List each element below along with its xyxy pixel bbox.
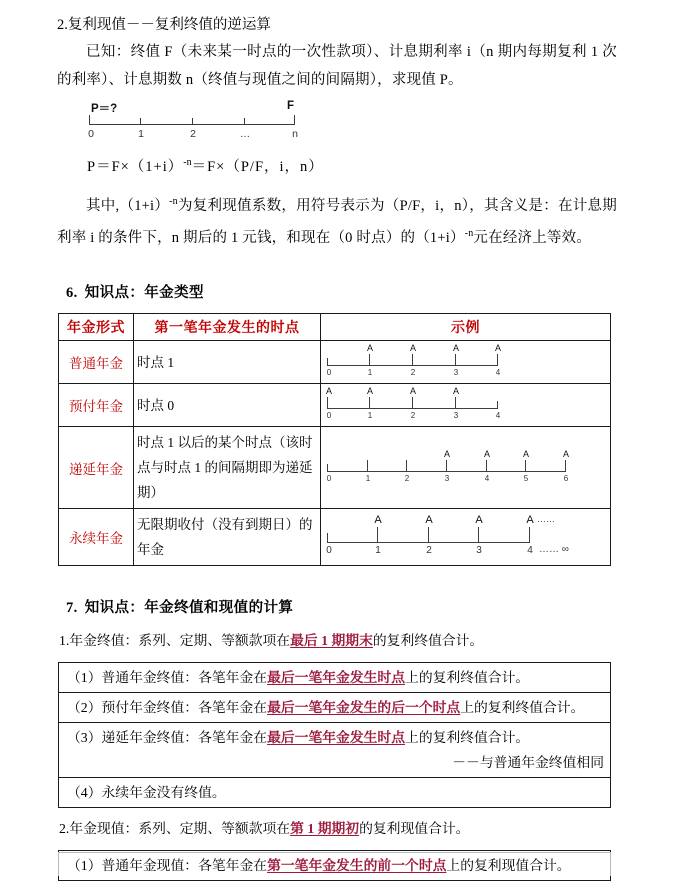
section-7-title: [57, 596, 617, 620]
annuity-due-timeline: [327, 384, 557, 426]
formula-exponent: -n: [183, 157, 192, 168]
timeline-left-label: P＝?: [91, 103, 118, 115]
payment-marker-2: A: [425, 514, 433, 527]
fv-item-4-pre: （4）永续年金没有终值。: [67, 785, 226, 801]
table-header-row: [59, 314, 611, 341]
payment-marker-2: A: [409, 343, 417, 354]
fv-item-1-highlight: 最后一笔年金发生时点: [267, 670, 406, 686]
fv-lead-highlight: 最后 1 期期末: [290, 633, 373, 649]
axis-label-1: 1: [367, 411, 373, 421]
tick-1: [377, 527, 378, 543]
fv-item-3-highlight: 最后一笔年金发生时点: [267, 730, 406, 746]
tick-3: [455, 397, 456, 409]
axis-label-3: 3: [453, 368, 459, 378]
payment-marker-1: A: [374, 514, 382, 527]
tick-3: [446, 460, 447, 472]
section-7-label: 知识点：年金终值和现值的计算: [84, 600, 294, 617]
timeline-right-label: F: [287, 100, 295, 112]
section-6-label: 知识点：年金类型: [84, 285, 204, 302]
fv-lead-post: 的复利终值合计。: [372, 633, 484, 649]
fv-item-4: [58, 777, 611, 808]
payment-marker-3: A: [452, 343, 460, 354]
compound-present-value-paragraph: 已知：终值 F（未来某一时点的一次性款项）、计息期利率 i（n 期内每期复利 1 次的利率）、计息期数 n（终值与现值之间的间隔期），求现值 P。: [57, 44, 617, 88]
axis-label-3: 3: [453, 411, 459, 421]
payment-marker-3: A: [443, 448, 451, 459]
spacer: [57, 305, 617, 313]
explanation-part-3: 元在经济上等效。: [473, 229, 592, 246]
fv-item-1: [58, 662, 611, 692]
axis-label-4: 4: [527, 545, 533, 557]
column-header-form: 年金形式: [59, 314, 134, 341]
timeline-label-n: n: [292, 128, 298, 140]
timeline-tick-2: [192, 118, 193, 125]
tick-2: [412, 354, 413, 366]
table-row: [59, 509, 611, 566]
compound-present-value-formula: [57, 150, 617, 180]
tick-0: [327, 397, 328, 409]
tick-1: [369, 354, 370, 366]
tick-6: [565, 460, 566, 472]
cell-diagram-perpetuity: [321, 509, 611, 566]
fv-item-1-post: 上的复利终值合计。: [405, 670, 530, 686]
timeline-label-1: 1: [138, 128, 144, 140]
tick-4: [486, 460, 487, 472]
timeline-tick-n: [294, 115, 295, 125]
fv-item-1-pre: （1）普通年金终值：各笔年金在: [67, 670, 268, 686]
cell-form-perpetuity: 永续年金: [59, 509, 134, 566]
spacer: [57, 566, 617, 596]
tick-5: [525, 460, 526, 472]
column-header-timing: 第一笔年金发生的时点: [134, 314, 321, 341]
timeline-label-2: 2: [190, 128, 196, 140]
axis-label-0: 0: [326, 473, 332, 483]
fv-item-3-post: 上的复利终值合计。: [405, 730, 530, 746]
pv-item-1-post: 上的复利现值合计。: [446, 858, 571, 874]
axis-label-0: 0: [326, 545, 332, 557]
timeline-tick-3: [244, 118, 245, 125]
axis-label-4: 4: [495, 368, 501, 378]
fv-item-2-pre: （2）预付年金终值：各笔年金在: [67, 700, 268, 716]
table-row: [59, 427, 611, 509]
timeline-tick-1: [140, 118, 141, 125]
subsection-heading-compound-present-value: 2.复利现值－－复利终值的逆运算: [57, 17, 271, 33]
axis-label-2: 2: [404, 473, 410, 483]
future-value-box-group: [58, 662, 611, 808]
future-value-lead: [57, 628, 617, 654]
cell-timing-perpetuity: 无限期收付（没有到期日）的年金: [134, 509, 321, 566]
tick-3: [478, 527, 479, 543]
axis-label-3: 3: [476, 545, 482, 557]
cell-form-deferred: 递延年金: [59, 427, 134, 509]
timeline-tick-0: [89, 115, 90, 125]
axis-label-1: 1: [367, 368, 373, 378]
payment-marker-1: A: [366, 386, 374, 397]
explanation-part-2: 为复利现值系数，用符号表示为（P/F，i，n），其含义是：在计息期利率 i 的条件下，n 期后的 1 元钱，和现在（0 时点）的（1+i）: [57, 197, 617, 246]
infinity-label: …… ∞: [539, 544, 569, 556]
tick-0: [327, 533, 328, 543]
explanation-part-1: 其中,（1+i）: [86, 197, 170, 214]
payment-marker-4: A: [483, 448, 491, 459]
formula-rhs: ＝F×（P/F，i，n）: [191, 158, 324, 175]
spacer: [57, 808, 617, 816]
ordinary-annuity-timeline: [327, 341, 557, 383]
tick-0: [327, 358, 328, 366]
payment-marker-4: A: [494, 343, 502, 354]
present-value-timeline-figure: [89, 102, 329, 150]
spacer: [57, 180, 617, 188]
tick-2: [406, 460, 407, 472]
cell-diagram-due: [321, 384, 611, 427]
tick-2: [428, 527, 429, 543]
fv-item-3: [58, 722, 611, 777]
deferred-annuity-timeline: [327, 445, 582, 491]
axis-label-1: 1: [365, 473, 371, 483]
perpetuity-timeline: [327, 512, 582, 562]
formula-lhs: P＝F×（1+i）: [87, 158, 184, 175]
fv-item-3-note: －－与普通年金终值相同: [452, 755, 604, 771]
cell-timing-ordinary: 时点 1: [134, 341, 321, 384]
cell-timing-deferred: 时点 1 以后的某个时点（该时点与时点 1 的间隔期即为递延期）: [134, 427, 321, 509]
pv-lead-post: 的复利现值合计。: [359, 821, 470, 837]
axis-label-4: 4: [484, 473, 490, 483]
document-body: [57, 12, 617, 881]
spacer: [57, 620, 617, 628]
clipped-box-fragment: [58, 852, 611, 876]
cell-diagram-ordinary: [321, 341, 611, 384]
axis-label-3: 3: [444, 473, 450, 483]
payment-marker-4: A: [526, 514, 534, 527]
axis-label-4: 4: [495, 411, 501, 421]
tick-1: [369, 397, 370, 409]
pv-lead-pre: 2.年金现值：系列、定期、等额款项在: [59, 821, 291, 837]
present-value-lead: [57, 816, 617, 842]
payment-marker-6: A: [562, 448, 570, 459]
payment-marker-5: A: [522, 448, 530, 459]
axis-label-2: 2: [410, 411, 416, 421]
explanation-sup-2: -n: [464, 227, 474, 239]
compound-present-value-explanation: [57, 188, 617, 252]
fv-item-3-pre: （3）递延年金终值：各笔年金在: [67, 730, 268, 746]
spacer: [57, 94, 617, 102]
timeline-label-ellipsis: …: [239, 128, 251, 140]
section-7-number: 7.: [66, 600, 78, 617]
payment-marker-1: A: [366, 343, 374, 354]
annuity-types-table: [58, 313, 611, 566]
tick-4: [497, 354, 498, 366]
cell-form-ordinary: 普通年金: [59, 341, 134, 384]
axis-label-0: 0: [326, 368, 332, 378]
axis-label-0: 0: [326, 411, 332, 421]
spacer: [57, 842, 617, 850]
tick-2: [412, 397, 413, 409]
cell-timing-due: 时点 0: [134, 384, 321, 427]
axis-label-1: 1: [375, 545, 381, 557]
section-6-title: [57, 281, 617, 305]
tick-4: [497, 401, 498, 409]
axis-label-5: 5: [523, 473, 529, 483]
tick-0: [327, 464, 328, 472]
pv-item-1-highlight: 第一笔年金发生的前一个时点: [267, 858, 447, 874]
payment-marker-2: A: [409, 386, 417, 397]
cell-form-due: 预付年金: [59, 384, 134, 427]
explanation-sup-1: -n: [169, 195, 178, 207]
tick-4: [529, 527, 530, 543]
axis-label-6: 6: [563, 473, 569, 483]
pv-item-1-pre: （1）普通年金现值：各笔年金在: [67, 858, 268, 874]
axis-label-2: 2: [426, 545, 432, 557]
pv-lead-highlight: 第 1 期期初: [290, 821, 360, 837]
fv-item-2: [58, 692, 611, 722]
axis-label-2: 2: [410, 368, 416, 378]
payment-marker-3: A: [475, 514, 483, 527]
trailing-dots: ……: [537, 514, 555, 525]
spacer: [57, 251, 617, 281]
fv-item-2-post: 上的复利终值合计。: [460, 700, 585, 716]
table-row: [59, 384, 611, 427]
payment-marker-3: A: [452, 386, 460, 397]
column-header-example: 示例: [321, 314, 611, 341]
table-row: [59, 341, 611, 384]
fv-lead-pre: 1.年金终值：系列、定期、等额款项在: [59, 633, 291, 649]
fv-item-2-highlight: 最后一笔年金发生的后一个时点: [267, 700, 461, 716]
spacer: [57, 654, 617, 662]
payment-marker-0: A: [325, 386, 333, 397]
section-6-number: 6.: [66, 285, 78, 302]
tick-1: [367, 460, 368, 472]
tick-3: [455, 354, 456, 366]
cell-diagram-deferred: [321, 427, 611, 509]
timeline-label-0: 0: [88, 128, 94, 140]
